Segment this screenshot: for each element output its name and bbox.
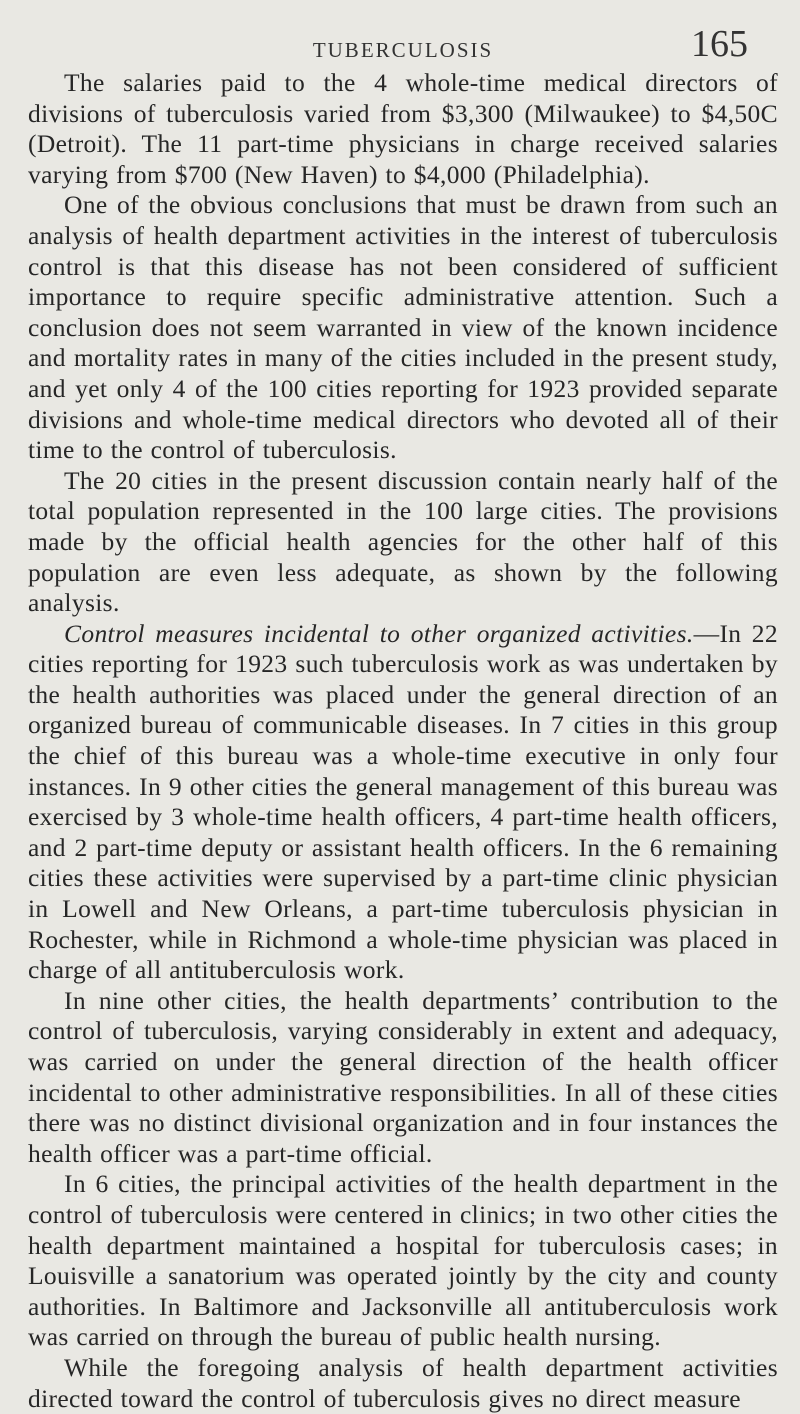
- paragraph-control-measures: [28, 619, 778, 986]
- page-number: 165: [691, 23, 748, 65]
- paragraph-conclusions: One of the obvious conclusions that must be drawn from such an analysis of health department activities in the interest of tuberculosis control is that this disease has not been considered of sufficient importance to require specific administrative attention. Such a conclusion does not seem warranted in view of the known incidence and mortality rates in many of the cities included in the present study, and yet only 4 of the 100 cities reporting for 1923 provided separate divisions and whole-time medical directors who devoted all of their time to the control of tuberculosis.: [28, 190, 778, 465]
- paragraph-six-cities: In 6 cities, the principal activities of the health department in the control of tuberculosis were centered in clinics; in two other cities the health department maintained a hospital for tuberculosis cases; in Louisville a sanatorium was operated jointly by the city and county authorities. In Baltimore and Jacksonville all antituberculosis work was carried on through the bureau of public health nursing.: [28, 1169, 778, 1352]
- paragraph-control-measures-text: —In 22 cities reporting for 1923 such tuberculosis work as was undertaken by the health authorities was placed under the general direction of an organized bureau of communicable diseases. In 7 cities in this group the chief of this bureau was a whole-time executive in only four instances. In 9 other cities the general management of this bureau was exercised by 3 whole-time health officers, 4 part-time health officers, and 2 part-time deputy or assistant health officers. In the 6 remaining cities these activities were supervised by a part-time clinic physician in Lowell and New Orleans, a part-time tuberculosis physician in Rochester, while in Richmond a whole-time physician was placed in charge of all antituberculosis work.: [28, 618, 779, 985]
- paragraph-salaries: The salaries paid to the 4 whole-time medical directors of divisions of tuberculosis varied from $3,300 (Milwaukee) to $4,50C (Detroit). The 11 part-time physicians in charge received salaries varying from $700 (New Haven) to $4,000 (Philadelphia).: [28, 68, 778, 189]
- paragraph-twenty-cities: The 20 cities in the present discussion contain nearly half of the total population represented in the 100 large cities. The provisions made by the official health agencies for the other half of this population are even less adequate, as shown by the following analysis.: [28, 465, 778, 618]
- page-header: [28, 0, 778, 68]
- running-head: TUBERCULOSIS: [312, 38, 494, 62]
- body-text: [28, 68, 778, 1414]
- paragraph-nine-cities: In nine other cities, the health departments’ contribution to the control of tuberculosis, varying considerably in extent and adequacy, was carried on under the general direction of the health officer incidental to other administrative responsibilities. In all of these cities there was no distinct divisional organization and in four instances the health officer was a part-time official.: [28, 985, 778, 1168]
- paragraph-foregoing-analysis: While the foregoing analysis of health department activities directed toward the control of tuberculosis gives no direct measure: [28, 1352, 778, 1413]
- run-in-heading: Control measures incidental to other organized activities.: [64, 618, 694, 648]
